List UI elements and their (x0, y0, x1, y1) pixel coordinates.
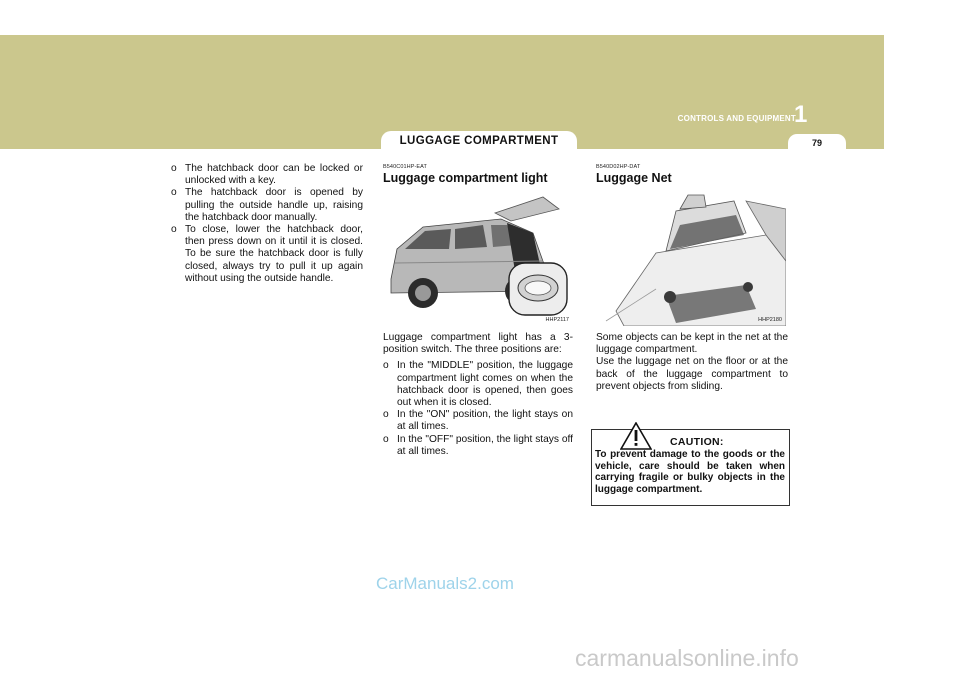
luggage-net-illustration (596, 191, 786, 326)
list-item-text: In the "MIDDLE" position, the luggage compartment light comes on when the hatchback door is opened, then goes out when it is closed. (397, 360, 573, 409)
list-item (383, 360, 573, 409)
caution-box (591, 429, 790, 506)
hatchback-bullet-list (171, 163, 363, 285)
section-title: LUGGAGE COMPARTMENT (381, 131, 577, 150)
watermark-top: CarManuals2.com (376, 574, 514, 593)
luggage-light-illustration (383, 191, 573, 326)
luggage-light-section (383, 164, 573, 458)
list-item (171, 163, 363, 187)
section-heading: Luggage compartment light (383, 171, 548, 185)
list-item (383, 409, 573, 433)
bullet-marker: o (171, 187, 177, 199)
list-item (383, 434, 573, 458)
bullet-marker: o (383, 409, 389, 421)
bullet-marker: o (383, 433, 389, 445)
warning-icon (620, 422, 652, 450)
list-item (171, 224, 363, 285)
list-item (171, 187, 363, 224)
caution-text: To prevent damage to the goods or the vehicle, care should be taken when carrying fragile or bulky objects in the luggage compartment. (595, 449, 785, 495)
luggage-net-section (596, 164, 788, 393)
chapter-number: 1 (794, 101, 808, 128)
caution-title: CAUTION: (670, 436, 724, 448)
suv-illustration (383, 191, 573, 326)
list-item-text: The hatchback door can be locked or unlocked with a key. (185, 163, 363, 187)
cargo-net-illustration (596, 191, 786, 326)
figure-code: HHP2117 (545, 317, 569, 323)
section-code: B540D02HP-DAT (596, 164, 641, 170)
section-code: B540C01HP-EAT (383, 164, 427, 170)
list-item-text: To close, lower the hatchback door, then press down on it until it is closed. To be sure the hatchback door is fully closed, always try to pull it up again without using the outside handle. (185, 224, 363, 284)
section-heading: Luggage Net (596, 171, 672, 185)
watermark-bottom: carmanualsonline.info (575, 645, 799, 671)
bullet-marker: o (171, 224, 177, 236)
luggage-light-intro: Luggage compartment light has a 3-position switch. The three positions are: (383, 332, 573, 356)
hatchback-instructions (171, 163, 363, 285)
luggage-net-para-1: Some objects can be kept in the net at the luggage compartment. (596, 332, 788, 356)
luggage-net-para-2: Use the luggage net on the floor or at the back of the luggage compartment to prevent objects from sliding. (596, 356, 788, 392)
switch-positions-list (383, 360, 573, 458)
list-item-text: In the "OFF" position, the light stays off at all times. (397, 433, 573, 457)
chapter-title: CONTROLS AND EQUIPMENT (677, 114, 796, 123)
list-item-text: The hatchback door is opened by pulling the outside handle up, raising the hatchback door manually. (185, 187, 363, 223)
page-number: 79 (788, 134, 846, 152)
bullet-marker: o (171, 163, 177, 174)
figure-code: HHP2180 (758, 317, 782, 323)
bullet-marker: o (383, 360, 389, 372)
list-item-text: In the "ON" position, the light stays on at all times. (397, 409, 573, 433)
